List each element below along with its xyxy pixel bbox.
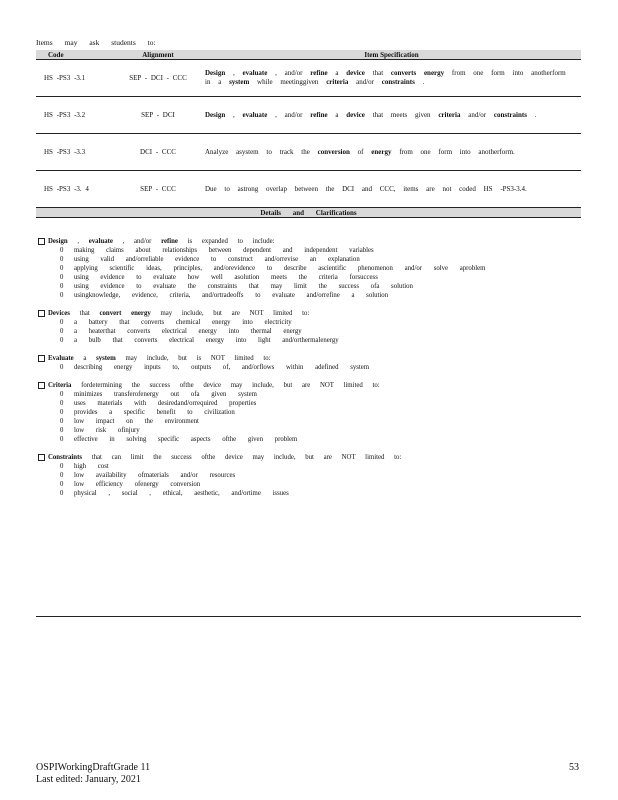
- list-item-text: a battery that converts chemical energy into electricity: [74, 319, 292, 326]
- list-item-text: minimizes transferofenergy out ofa given system: [74, 391, 257, 398]
- details-group: [36, 381, 581, 444]
- row-spec: Due to astrong overlap between the DCI and CCC, items are not coded HS -PS3-3.4.: [202, 171, 581, 208]
- list-item: [36, 462, 581, 471]
- table-row: [36, 60, 581, 97]
- row-spec: Analyze asystem to track the conversion of energy from one form into anotherform.: [202, 134, 581, 171]
- details-group-heading: [36, 453, 581, 462]
- spec-header: Item Specification: [202, 50, 581, 60]
- list-item: [36, 417, 581, 426]
- alignment-header: Alignment: [114, 50, 202, 60]
- list-item-text: using valid and/orreliable evidence to construct and/orrevise an explanation: [74, 256, 360, 263]
- list-item-text: low efficiency ofenergy conversion: [74, 481, 201, 488]
- checkbox-bullet-icon: [38, 238, 45, 245]
- list-item-text: a bulb that converts electrical energy into light and/orthermalenergy: [74, 337, 339, 344]
- footer-title: OSPIWorkingDraftGrade 11: [36, 762, 151, 773]
- list-item-text: using evidence to evaluate the constraints that may limit the success ofa solution: [74, 283, 413, 290]
- list-item-text: a heaterthat converts electrical energy into thermal energy: [74, 328, 302, 335]
- list-item: [36, 471, 581, 480]
- circle-bullet-icon: 0: [60, 436, 64, 443]
- list-item: [36, 291, 581, 300]
- circle-bullet-icon: 0: [60, 247, 64, 254]
- details-group-heading-text: Devices that convert energy may include, but are NOT limited to:: [48, 310, 310, 317]
- list-item: [36, 318, 581, 327]
- list-item: [36, 255, 581, 264]
- circle-bullet-icon: 0: [60, 319, 64, 326]
- row-code: HS -PS3 -3.1: [36, 60, 114, 97]
- checkbox-bullet-icon: [38, 382, 45, 389]
- list-item-text: using evidence to evaluate how well asolution meets the criteria forsuccess: [74, 274, 378, 281]
- details-group: [36, 309, 581, 345]
- details-group-heading-text: Constraints that can limit the success ofthe device may include, but are NOT limited to:: [48, 454, 402, 461]
- table-row: [36, 134, 581, 171]
- details-group-heading-text: Design , evaluate , and/or refine is expanded to include:: [48, 238, 275, 245]
- list-item: [36, 480, 581, 489]
- row-code: HS -PS3 -3. 4: [36, 171, 114, 208]
- row-spec: Design , evaluate , and/or refine a device that meets given criteria and/or constraints .: [202, 97, 581, 134]
- checkbox-bullet-icon: [38, 310, 45, 317]
- list-item-text: physical , social , ethical, aesthetic, and/ortime issues: [74, 490, 289, 497]
- circle-bullet-icon: 0: [60, 292, 64, 299]
- list-item-text: high cost: [74, 463, 109, 470]
- details-header: Details and Clarifications: [36, 208, 581, 218]
- table-row: [36, 171, 581, 208]
- row-spec: Design , evaluate , and/or refine a device that converts energy from one form into anotherform in a system while meetinggiven criteria and/or constraints .: [202, 60, 581, 97]
- list-item-text: low availability ofmaterials and/or resources: [74, 472, 236, 479]
- list-item: [36, 435, 581, 444]
- row-alignment: SEP - DCI - CCC: [114, 60, 202, 97]
- divider: [36, 616, 581, 617]
- list-item: [36, 264, 581, 273]
- row-code: HS -PS3 -3.2: [36, 97, 114, 134]
- list-item: [36, 399, 581, 408]
- list-item-text: usingknowledge, evidence, criteria, and/ortradeoffs to evaluate and/orrefine a solution: [74, 292, 389, 299]
- list-item-text: making claims about relationships between dependent and independent variables: [74, 247, 374, 254]
- list-item-text: applying scientific ideas, principles, and/orevidence to describe ascientific phenomenon and/or solve aproblem: [74, 265, 486, 272]
- row-alignment: SEP - DCI: [114, 97, 202, 134]
- circle-bullet-icon: 0: [60, 427, 64, 434]
- circle-bullet-icon: 0: [60, 256, 64, 263]
- circle-bullet-icon: 0: [60, 364, 64, 371]
- list-item: [36, 363, 581, 372]
- list-item: [36, 282, 581, 291]
- list-item: [36, 327, 581, 336]
- row-alignment: SEP - CCC: [114, 171, 202, 208]
- list-item: [36, 336, 581, 345]
- checkbox-bullet-icon: [38, 454, 45, 461]
- list-item: [36, 408, 581, 417]
- details-group: [36, 453, 581, 498]
- circle-bullet-icon: 0: [60, 490, 64, 497]
- item-specification-table: [36, 50, 581, 218]
- circle-bullet-icon: 0: [60, 472, 64, 479]
- details-group-heading: [36, 381, 581, 390]
- checkbox-bullet-icon: [38, 355, 45, 362]
- list-item-text: describing energy inputs to, outputs of, and/orflows within adefined system: [74, 364, 370, 371]
- row-alignment: DCI - CCC: [114, 134, 202, 171]
- circle-bullet-icon: 0: [60, 265, 64, 272]
- code-header: Code: [36, 50, 114, 60]
- details-group-heading-text: Criteria fordetermining the success ofthe device may include, but are NOT limited to:: [48, 382, 380, 389]
- details-group-heading-text: Evaluate a system may include, but is NOT limited to:: [48, 355, 271, 362]
- list-item: [36, 273, 581, 282]
- details-group: [36, 354, 581, 372]
- footer: [36, 762, 150, 786]
- details-group-heading: [36, 354, 581, 363]
- circle-bullet-icon: 0: [60, 337, 64, 344]
- list-item: [36, 246, 581, 255]
- list-item-text: low risk ofinjury: [74, 427, 140, 434]
- circle-bullet-icon: 0: [60, 481, 64, 488]
- details-section: [36, 237, 581, 507]
- list-item-text: effective in solving specific aspects ofthe given problem: [74, 436, 298, 443]
- row-code: HS -PS3 -3.3: [36, 134, 114, 171]
- circle-bullet-icon: 0: [60, 391, 64, 398]
- circle-bullet-icon: 0: [60, 274, 64, 281]
- list-item: [36, 390, 581, 399]
- intro-text: Items may ask students to:: [36, 38, 156, 47]
- table-row: [36, 97, 581, 134]
- page-number: 53: [569, 762, 579, 773]
- list-item-text: uses materials with desiredand/orrequired properties: [74, 400, 257, 407]
- list-item: [36, 426, 581, 435]
- details-group-heading: [36, 309, 581, 318]
- list-item: [36, 489, 581, 498]
- circle-bullet-icon: 0: [60, 400, 64, 407]
- circle-bullet-icon: 0: [60, 409, 64, 416]
- circle-bullet-icon: 0: [60, 463, 64, 470]
- circle-bullet-icon: 0: [60, 328, 64, 335]
- details-group: [36, 237, 581, 300]
- footer-edited: Last edited: January, 2021: [36, 774, 141, 785]
- list-item-text: provides a specific benefit to civilization: [74, 409, 235, 416]
- circle-bullet-icon: 0: [60, 418, 64, 425]
- list-item-text: low impact on the environment: [74, 418, 199, 425]
- circle-bullet-icon: 0: [60, 283, 64, 290]
- details-group-heading: [36, 237, 581, 246]
